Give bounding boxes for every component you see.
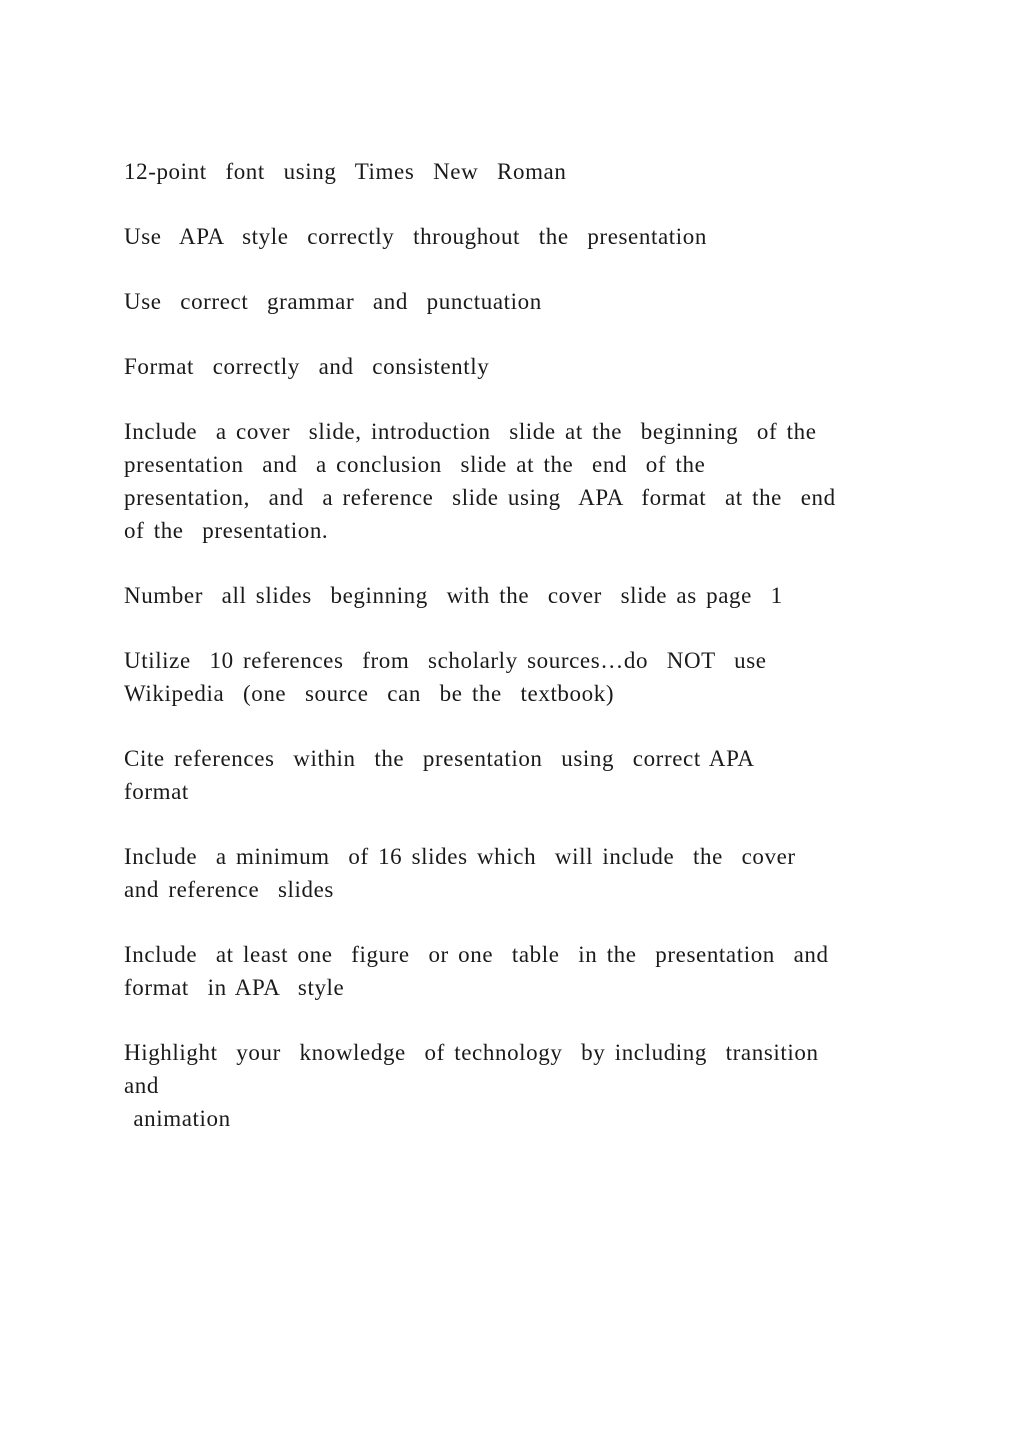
paragraph-figure-table	[124, 938, 904, 1004]
text-line: Include a cover slide, introduction slide at the beginning of the	[124, 419, 817, 444]
paragraph-slides-required	[124, 415, 904, 547]
text-line: format	[124, 779, 189, 804]
paragraph-grammar	[124, 285, 904, 318]
text-line: presentation and a conclusion slide at the end of the	[124, 452, 706, 477]
text-line: animation	[124, 1106, 231, 1131]
text-line: and reference slides	[124, 877, 334, 902]
paragraph-format	[124, 350, 904, 383]
text-line: Cite references within the presentation using correct APA	[124, 746, 755, 771]
paragraph-technology	[124, 1036, 904, 1135]
text-line: format in APA style	[124, 975, 345, 1000]
text-line: Highlight your knowledge of technology by including transition	[124, 1040, 819, 1065]
text-line: Use APA style correctly throughout the presentation	[124, 224, 707, 249]
paragraph-citations	[124, 742, 904, 808]
text-line: Use correct grammar and punctuation	[124, 289, 542, 314]
text-line: of the presentation.	[124, 518, 329, 543]
text-line: Number all slides beginning with the cover slide as page 1	[124, 583, 783, 608]
text-line: Wikipedia (one source can be the textbook)	[124, 681, 615, 706]
paragraph-font	[124, 155, 904, 188]
text-line: Include a minimum of 16 slides which will include the cover	[124, 844, 796, 869]
text-line: Include at least one figure or one table in the presentation and	[124, 942, 829, 967]
document-body	[124, 155, 904, 1167]
paragraph-apa-style	[124, 220, 904, 253]
paragraph-references	[124, 644, 904, 710]
text-line: 12-point font using Times New Roman	[124, 159, 567, 184]
text-line: and	[124, 1073, 160, 1098]
text-line: presentation, and a reference slide using APA format at the end	[124, 485, 836, 510]
paragraph-numbering	[124, 579, 904, 612]
text-line: Format correctly and consistently	[124, 354, 490, 379]
paragraph-minimum-slides	[124, 840, 904, 906]
text-line: Utilize 10 references from scholarly sources…do NOT use	[124, 648, 767, 673]
